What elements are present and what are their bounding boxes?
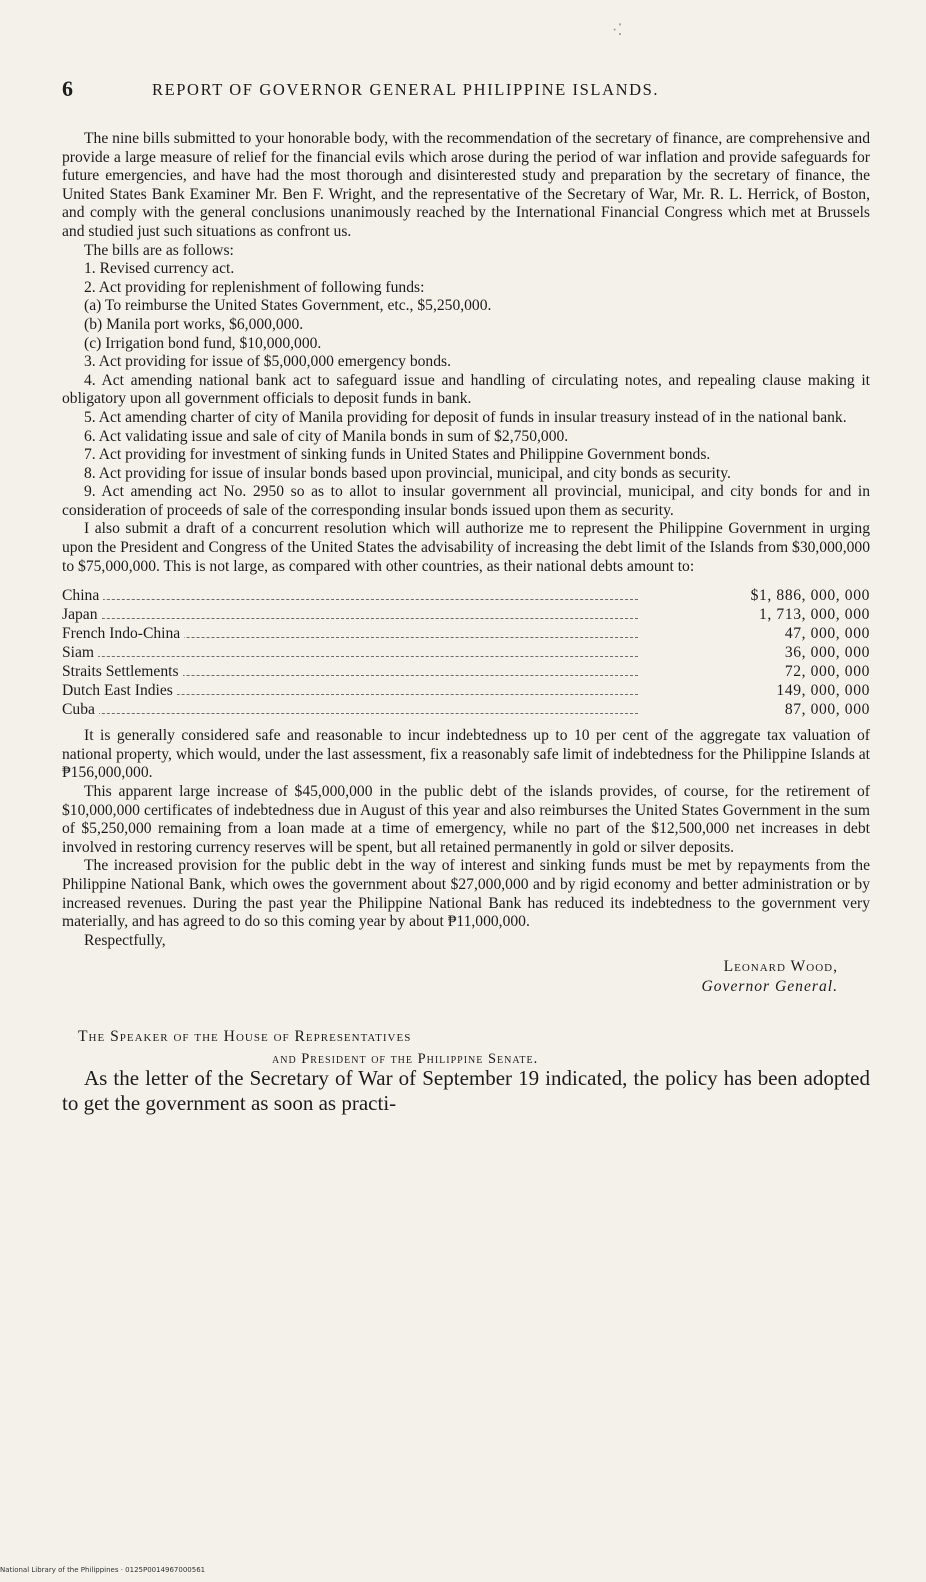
closing-respectfully: Respectfully,	[84, 931, 166, 949]
bills-list	[62, 260, 870, 520]
signature-block	[62, 956, 870, 1014]
signer-name: Leonard Wood,	[723, 958, 838, 976]
paragraph-resolution: I also submit a draft of a concurrent resolution which will authorize me to represent the Philippine Government in urging upon the President and Congress of the United States the advisability of increasing the debt limit of the Islands from $30,000,000 to $75,000,000. This is not large, as compared with other countries, as their national debts amount to:	[62, 520, 870, 575]
national-debts-table	[62, 586, 870, 719]
country-name: Japan	[62, 606, 102, 623]
debt-amount: 72, 000, 000	[784, 663, 870, 681]
list-item: 5. Act amending charter of city of Manila providing for deposit of funds in insular treasury instead of in the national bank.	[84, 408, 847, 426]
paragraph-bills-intro: The nine bills submitted to your honorable body, with the recommendation of the secretary of finance, are comprehensive and provide a large measure of relief for the financial evils which arose during the period of war inflation and provide safeguards for future emergencies, and have had the most thorough and disinterested study and preparation by the secretary of finance, the United States Bank Examiner Mr. Ben F. Wright, and the representative of the Secretary of War, Mr. R. L. Herrick, of Boston, and comply with the general conclusions unanimously reached by the International Financial Congress which met at Brussels and studied just such situations as confront us.	[62, 130, 870, 240]
table-row	[62, 586, 870, 605]
list-item: 3. Act providing for issue of $5,000,000 emergency bonds.	[84, 353, 451, 371]
list-item: 1. Revised currency act.	[84, 260, 235, 278]
list-item: 2. Act providing for replenishment of following funds:	[84, 278, 425, 296]
list-item: 6. Act validating issue and sale of city of Manila bonds in sum of $2,750,000.	[84, 427, 569, 445]
country-name: Straits Settlements	[62, 663, 183, 680]
debt-amount: 36, 000, 000	[784, 644, 870, 662]
paragraph-bills-follow: The bills are as follows:	[84, 241, 234, 259]
paragraph-debt-provision: The increased provision for the public debt in the way of interest and sinking funds must be met by repayments from the Philippine National Bank, which owes the government about $27,000,000 and by rigid economy and better administration or by increased revenues. During the past year the Philippine National Bank has reduced its indebtedness to the government very materially, and has agreed to do so this coming year by about ₱11,000,000.	[62, 857, 870, 931]
paragraph-debt-increase: This apparent large increase of $45,000,000 in the public debt of the islands provides, of course, for the retirement of $10,000,000 certificates of indebtedness due in August of this year and also reimburses the United States Government in the sum of $5,250,000 remaining from a loan made at a time of emergency, while no part of the $12,500,000 net increases in debt involved in restoring currency reserves will be spent, but all retained permanently in gold or silver deposits.	[62, 783, 870, 856]
list-item: 7. Act providing for investment of sinking funds in United States and Philippine Government bonds.	[84, 446, 711, 464]
debt-amount: 149, 000, 000	[776, 682, 870, 700]
table-row	[62, 643, 870, 662]
debt-amount: 47, 000, 000	[784, 625, 870, 643]
country-name: French Indo-China	[62, 625, 184, 642]
paragraph-policy: As the letter of the Secretary of War of September 19 indicated, the policy has been adopted to get the government as soon as practi-	[62, 1066, 870, 1116]
library-credit: National Library of the Philippines · 0125P0014967000561	[0, 1566, 206, 1574]
list-item: (b) Manila port works, $6,000,000.	[84, 315, 304, 333]
ink-smudge-mark: ·⁚	[612, 22, 623, 39]
country-name: Siam	[62, 644, 98, 661]
debt-amount: 87, 000, 000	[784, 701, 870, 719]
country-name: Cuba	[62, 701, 99, 718]
page-number: 6	[62, 76, 73, 101]
country-name: China	[62, 587, 103, 604]
list-item: (a) To reimburse the United States Government, etc., $5,250,000.	[84, 297, 492, 315]
page-header	[62, 76, 802, 106]
list-item: 4. Act amending national bank act to safeguard issue and handling of circulating notes, and repealing clause making it obligatory upon all government officials to deposit funds in bank.	[62, 371, 870, 408]
table-row	[62, 605, 870, 624]
table-row	[62, 681, 870, 700]
list-item: (c) Irrigation bond fund, $10,000,000.	[84, 334, 322, 352]
debt-amount: 1, 713, 000, 000	[759, 606, 870, 624]
country-name: Dutch East Indies	[62, 682, 177, 699]
running-title: REPORT OF GOVERNOR GENERAL PHILIPPINE ISLANDS.	[152, 80, 660, 99]
list-item: 9. Act amending act No. 2950 so as to allot to insular government all provincial, municipal, and city bonds for and in consideration of proceeds of sale of the corresponding insular bonds issued upon them as security.	[62, 483, 870, 519]
debt-amount: $1, 886, 000, 000	[750, 587, 870, 605]
paragraph-safe-limit: It is generally considered safe and reasonable to incur indebtedness up to 10 per cent of the aggregate tax valuation of national property, which would, under the last assessment, fix a reasonably safe limit of indebtedness for the Philippine Islands at ₱156,000,000.	[62, 727, 870, 782]
table-row	[62, 624, 870, 643]
list-item: 8. Act providing for issue of insular bonds based upon provincial, municipal, and city bonds as security.	[84, 464, 731, 482]
signer-title: Governor General.	[701, 978, 838, 996]
addressee-block	[62, 1014, 870, 1066]
addressee-line-1: The Speaker of the House of Representatives	[78, 1028, 412, 1046]
page-body	[62, 130, 870, 1116]
table-row	[62, 700, 870, 719]
addressee-line-2: and President of the Philippine Senate.	[272, 1051, 539, 1068]
table-row	[62, 662, 870, 681]
